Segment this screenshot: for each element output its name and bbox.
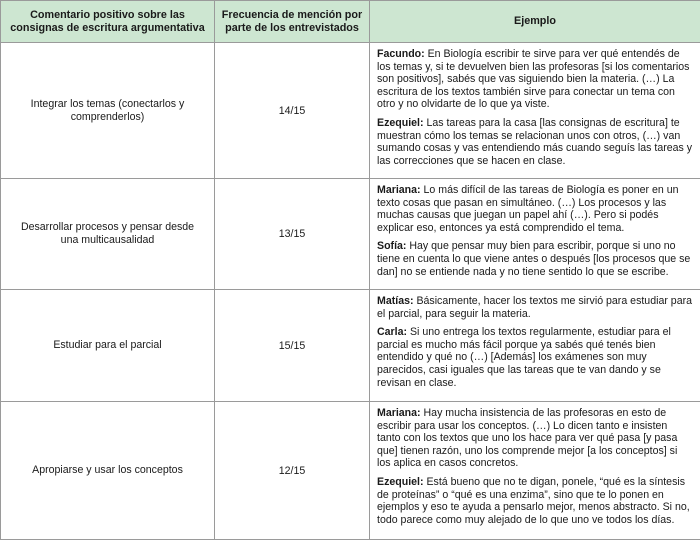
topic-cell: Apropiarse y usar los conceptos [1,402,215,540]
quote [377,240,693,278]
frequency-cell: 13/15 [215,179,370,290]
table-row [1,179,700,290]
header-comment: Comentario positivo sobre las consignas de escritura argumentativa [1,1,215,43]
quote [377,326,693,389]
speaker-name: Matías: [377,295,414,307]
frequency-cell: 12/15 [215,402,370,540]
quote-text: En Biología escribir te sirve para ver qué entendés de los temas y, si te devuelven bien las profesoras [si los comentarios son positivos], sabés que vas siguiendo bien la materia. (…) La escritura de los textos también sirve para conectar un tema con otro y no olvidarte de lo que ya viste. [377,48,690,111]
quote [377,117,693,167]
speaker-name: Mariana: [377,184,421,196]
speaker-name: Ezequiel: [377,116,424,129]
speaker-name: Sofía: [377,240,407,253]
topic-cell: Integrar los temas (conectarlos y comprenderlos) [1,43,215,179]
topic-cell: Estudiar para el parcial [1,290,215,402]
quote [377,184,693,234]
quote [377,48,693,111]
example-cell [370,43,700,179]
quote [377,295,693,320]
quote-text: Hay mucha insistencia de las profesoras en esto de escribir para usar los conceptos. (…) Lo dicen tanto e insisten tanto con los textos que uno los hace para ver qué pasa [y pasa que] tienen razón, uno los comprende mejor [a los conceptos] si los aplica en casos concretos. [377,407,678,470]
quote-text: Lo más difícil de las tareas de Biología es poner en un texto cosas que pasan en simultáneo. (…) Los procesos y las muchas causas que juegan un papel ahí (…). Pero si podés explicar eso, entonces ya está comprendido el tema. [377,184,679,234]
header-frequency: Frecuencia de mención por parte de los entrevistados [215,1,370,43]
frequency-cell: 14/15 [215,43,370,179]
quote-text: Las tareas para la casa [las consignas de escritura] te muestran cómo los temas se relacionan unos con otros, (…) van sumando cosas y vas entendiendo más cuando seguís las tareas y las correcciones que se hacen en clase. [377,116,693,167]
quote-text: Hay que pensar muy bien para escribir, porque si uno no tiene en cuenta lo que viene antes o después [los procesos que se dan] no se entiende nada y no tiene sentido lo que se escribe. [377,240,691,278]
header-example: Ejemplo [370,1,700,43]
frequency-cell: 15/15 [215,290,370,402]
table-row [1,290,700,402]
quote [377,407,693,470]
topic-cell: Desarrollar procesos y pensar desde una multicausalidad [1,179,215,290]
example-cell [370,179,700,290]
table-row [1,402,700,540]
speaker-name: Ezequiel: [377,475,424,488]
example-cell [370,402,700,540]
header-row [1,1,700,43]
quote-text: Está bueno que no te digan, ponele, “qué es la síntesis de proteínas” o “qué es una enzima”, sino que te lo ponen en ejemplos y eso te ayuda a pensarlo mejor, menos abstracto. Si no, todo parece como muy alejado de lo que uno ve todos los días. [377,475,690,526]
speaker-name: Mariana: [377,407,421,419]
quote [377,476,693,526]
quote-text: Si uno entrega los textos regularmente, estudiar para el parcial es mucho más fácil porque ya sabés qué tenés bien entendido y qué no (…) [Además] los exámenes son muy parecidos, casi iguales que las tareas que te van dando y se revisan en clase. [377,326,671,389]
speaker-name: Carla: [377,326,408,339]
quote-text: Básicamente, hacer los textos me sirvió para estudiar para el parcial, para seguir la materia. [377,295,693,320]
example-cell [370,290,700,402]
table-row [1,43,700,179]
speaker-name: Facundo: [377,48,425,60]
